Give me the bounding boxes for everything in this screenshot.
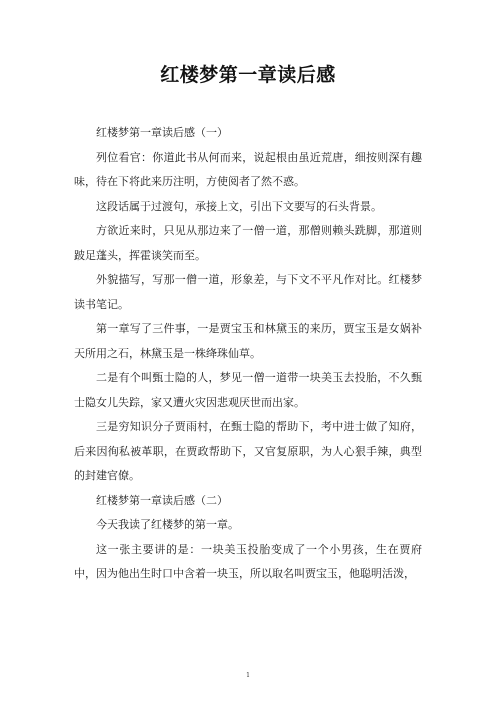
document-body	[74, 121, 422, 587]
paragraph: 二是有个叫甄士隐的人，梦见一僧一道带一块美玉去投胎，不久甄士隐女儿失踪，家又遭火灾因悲观厌世而出家。	[74, 371, 422, 409]
paragraph: 第一章写了三件事，一是贾宝玉和林黛玉的来历，贾宝玉是女娲补天所用之石，林黛玉是一株绛珠仙草。	[74, 322, 422, 360]
paragraph: 列位看官：你道此书从何而来，说起根由虽近荒唐，细按则深有趣味，待在下将此来历注明，方使阅者了然不惑。	[74, 150, 422, 188]
page-number: 1	[246, 672, 250, 679]
paragraph: 外貌描写，写那一僧一道，形象差，与下文不平凡作对比。红楼梦读书笔记。	[74, 273, 422, 311]
paragraph: 这一张主要讲的是：一块美玉投胎变成了一个小男孩，生在贾府中，因为他出生时口中含着一块玉，所以取名叫贾宝玉，他聪明活泼，	[74, 542, 422, 580]
paragraph: 今天我读了红楼梦的第一章。	[96, 518, 239, 531]
paragraph: 方欲近来时，只见从那边来了一僧一道，那僧则赖头跣脚，那道则跛足蓬头，挥霍谈笑而至。	[74, 224, 422, 262]
paragraph: 这段话属于过渡句，承接上文，引出下文要写的石头背景。	[96, 199, 382, 213]
paragraph: 三是穷知识分子贾雨村，在甄士隐的帮助下，考中进士做了知府，后来因徇私被革职，在贾政帮助下，又官复原职，为人心狠手辣，典型的封建官僚。	[74, 420, 422, 482]
document-title: 红楼梦第一章读后感	[160, 64, 336, 86]
paragraph: 红楼梦第一章读后感（二）	[96, 493, 228, 507]
paragraph: 红楼梦第一章读后感（一）	[96, 126, 228, 139]
